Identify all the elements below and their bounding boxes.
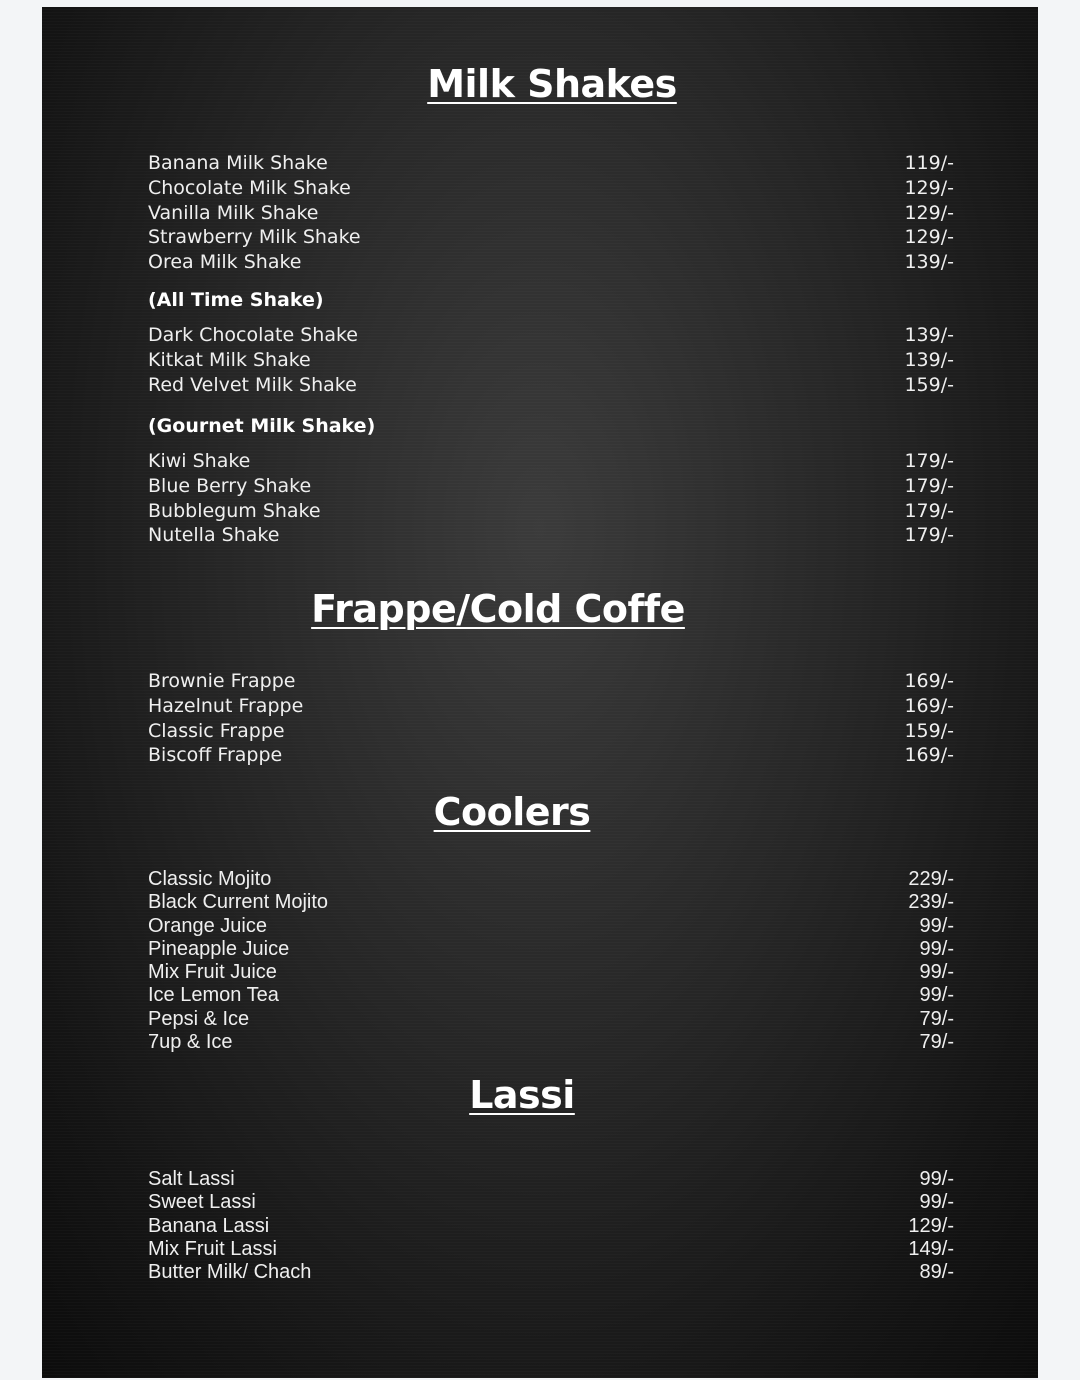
list-item xyxy=(148,1168,954,1191)
item-name: Kitkat Milk Shake xyxy=(148,348,311,371)
list-item xyxy=(148,1031,954,1054)
item-price: 119/- xyxy=(904,152,954,174)
item-price: 99/- xyxy=(919,1168,954,1190)
item-name: Brownie Frappe xyxy=(148,670,296,692)
item-price: 139/- xyxy=(904,251,954,274)
item-name: Vanilla Milk Shake xyxy=(148,201,319,224)
all-time-shake-list xyxy=(148,323,954,397)
item-name: Classic Frappe xyxy=(148,719,285,742)
item-name: Chocolate Milk Shake xyxy=(148,176,351,199)
item-price: 159/- xyxy=(904,719,954,742)
milk-shakes-list xyxy=(148,151,954,275)
section-title-frappe: Frappe/Cold Coffe xyxy=(311,587,685,631)
item-name: Orange Juice xyxy=(148,914,267,937)
list-item xyxy=(148,719,954,744)
item-price: 159/- xyxy=(904,373,954,396)
item-price: 139/- xyxy=(904,348,954,371)
item-price: 129/- xyxy=(904,226,954,249)
menu-page xyxy=(42,7,1038,1378)
list-item xyxy=(148,201,954,226)
list-item xyxy=(148,868,954,891)
list-item xyxy=(148,225,954,250)
item-price: 229/- xyxy=(908,868,954,890)
list-item xyxy=(148,474,954,499)
list-item xyxy=(148,1215,954,1238)
list-item xyxy=(148,891,954,914)
item-name: Biscoff Frappe xyxy=(148,744,283,767)
item-price: 169/- xyxy=(904,694,954,717)
item-name: Nutella Shake xyxy=(148,524,280,547)
lassi-list xyxy=(148,1168,954,1284)
item-name: 7up & Ice xyxy=(148,1031,233,1054)
item-name: Orea Milk Shake xyxy=(148,251,302,274)
item-name: Hazelnut Frappe xyxy=(148,694,304,717)
item-price: 179/- xyxy=(904,474,954,497)
item-name: Strawberry Milk Shake xyxy=(148,226,361,249)
list-item xyxy=(148,743,954,768)
list-item xyxy=(148,1238,954,1261)
list-item xyxy=(148,1008,954,1031)
list-item xyxy=(148,938,954,961)
item-name: Kiwi Shake xyxy=(148,450,251,472)
item-name: Butter Milk/ Chach xyxy=(148,1261,312,1284)
item-name: Classic Mojito xyxy=(148,868,272,890)
item-name: Bubblegum Shake xyxy=(148,499,321,522)
list-item xyxy=(148,176,954,201)
item-name: Pineapple Juice xyxy=(148,937,290,960)
item-price: 169/- xyxy=(904,670,954,692)
item-price: 99/- xyxy=(919,1191,954,1214)
item-name: Pepsi & Ice xyxy=(148,1007,250,1030)
gourmet-shake-list xyxy=(148,449,954,548)
sub-heading-gourmet-milk-shake: (Gournet Milk Shake) xyxy=(148,415,376,437)
item-price: 129/- xyxy=(904,176,954,199)
section-title-coolers: Coolers xyxy=(433,790,591,834)
list-item xyxy=(148,373,954,398)
frappe-list xyxy=(148,669,954,768)
item-price: 149/- xyxy=(908,1237,954,1260)
item-price: 99/- xyxy=(919,961,954,984)
item-price: 89/- xyxy=(919,1261,954,1284)
item-name: Red Velvet Milk Shake xyxy=(148,373,357,396)
list-item xyxy=(148,669,954,694)
list-item xyxy=(148,250,954,275)
item-price: 99/- xyxy=(919,984,954,1007)
list-item xyxy=(148,1191,954,1214)
list-item xyxy=(148,499,954,524)
item-price: 169/- xyxy=(904,744,954,767)
section-title-milk-shakes: Milk Shakes xyxy=(427,62,677,106)
item-name: Dark Chocolate Shake xyxy=(148,324,358,346)
item-price: 179/- xyxy=(904,450,954,472)
section-title-lassi: Lassi xyxy=(469,1073,575,1117)
item-price: 79/- xyxy=(919,1031,954,1054)
item-name: Black Current Mojito xyxy=(148,891,329,914)
list-item xyxy=(148,523,954,548)
item-name: Mix Fruit Lassi xyxy=(148,1237,277,1260)
list-item xyxy=(148,151,954,176)
coolers-list xyxy=(148,868,954,1054)
item-price: 179/- xyxy=(904,524,954,547)
list-item xyxy=(148,961,954,984)
item-price: 239/- xyxy=(908,891,954,914)
item-price: 129/- xyxy=(904,201,954,224)
item-name: Blue Berry Shake xyxy=(148,474,312,497)
item-name: Mix Fruit Juice xyxy=(148,961,277,984)
item-price: 129/- xyxy=(908,1214,954,1237)
list-item xyxy=(148,915,954,938)
item-name: Banana Lassi xyxy=(148,1214,270,1237)
list-item xyxy=(148,449,954,474)
item-name: Ice Lemon Tea xyxy=(148,984,279,1007)
item-price: 79/- xyxy=(919,1007,954,1030)
sub-heading-all-time-shake: (All Time Shake) xyxy=(148,289,324,311)
list-item xyxy=(148,694,954,719)
item-price: 99/- xyxy=(919,914,954,937)
item-name: Salt Lassi xyxy=(148,1168,235,1190)
item-name: Sweet Lassi xyxy=(148,1191,256,1214)
list-item xyxy=(148,323,954,348)
item-price: 99/- xyxy=(919,937,954,960)
list-item xyxy=(148,348,954,373)
item-name: Banana Milk Shake xyxy=(148,152,328,174)
item-price: 179/- xyxy=(904,499,954,522)
list-item xyxy=(148,984,954,1007)
list-item xyxy=(148,1261,954,1284)
item-price: 139/- xyxy=(904,324,954,346)
